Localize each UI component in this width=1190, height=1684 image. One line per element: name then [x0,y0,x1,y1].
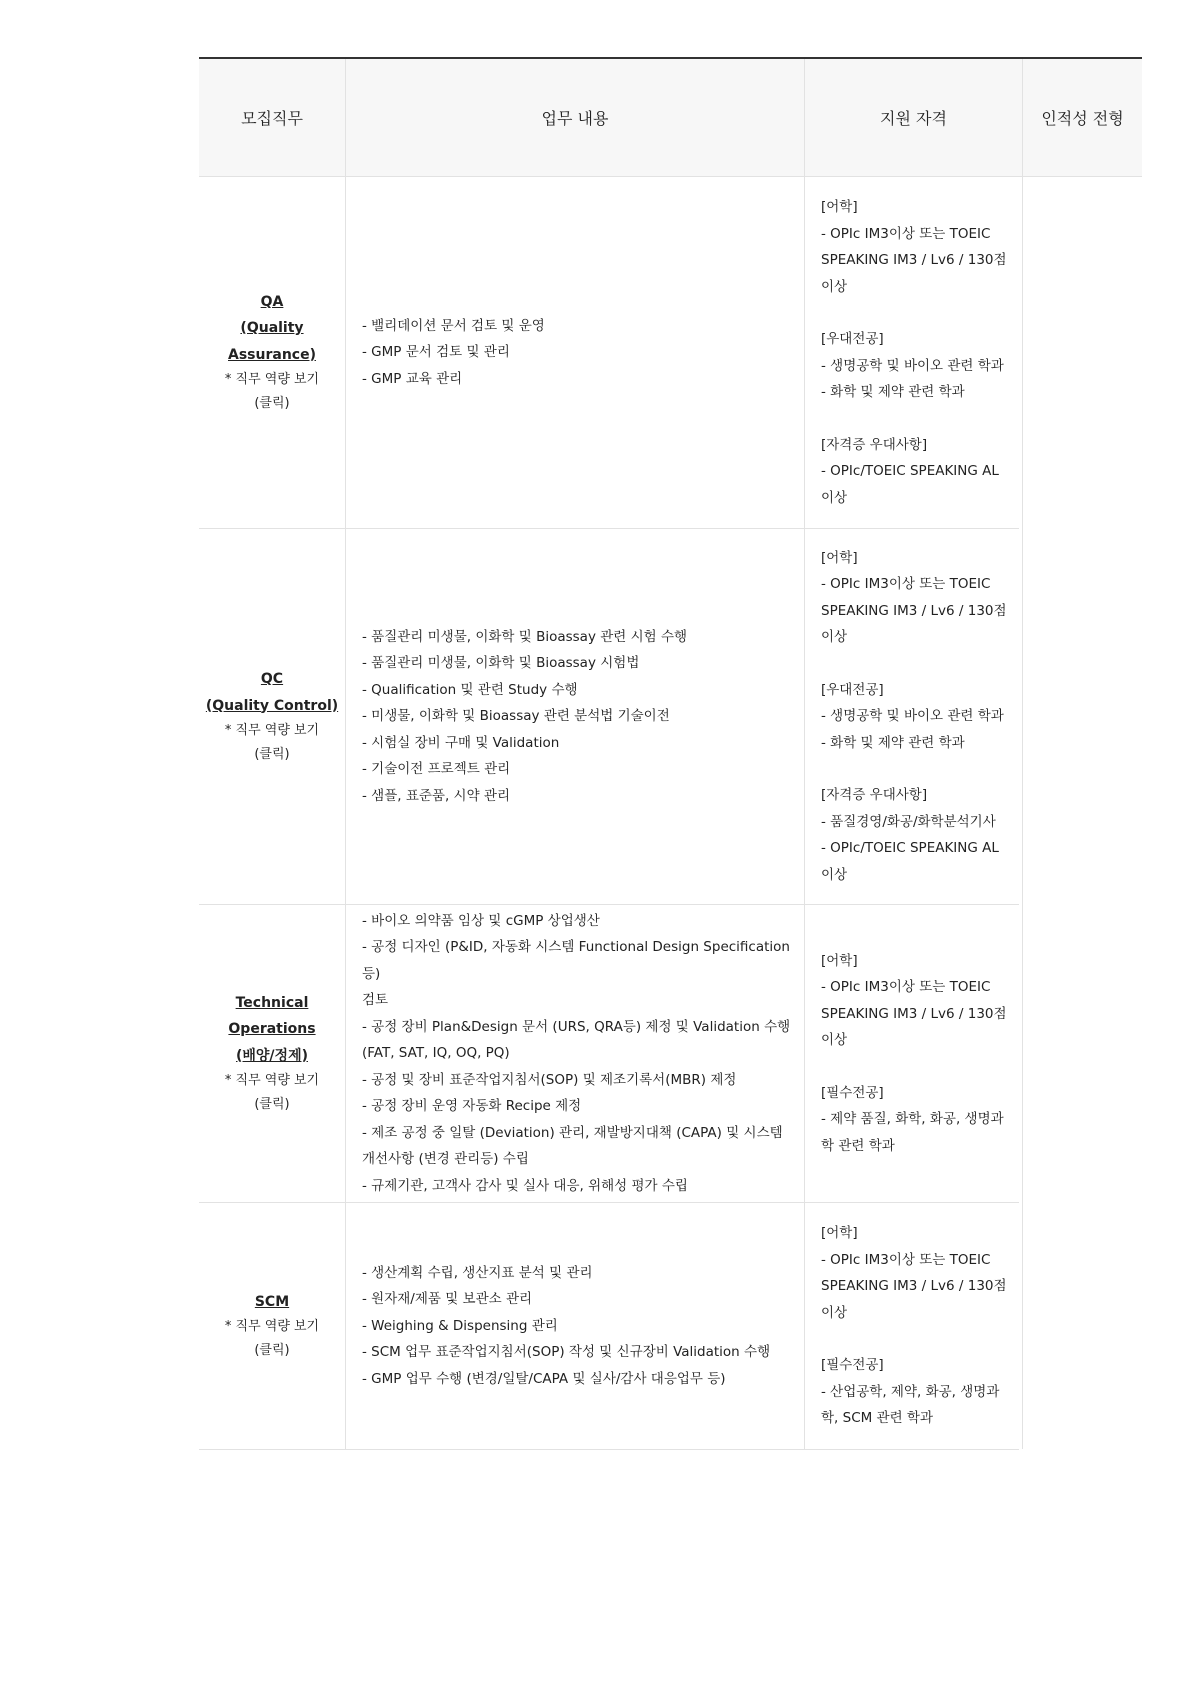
duty-item: - 품질관리 미생물, 이화학 및 Bioassay 관련 시험 수행 [362,628,688,645]
qual-line: 이상 [821,1032,848,1049]
click-hint[interactable]: (클릭) [254,1343,290,1359]
duties-cell [346,177,804,528]
qual-line: [어학] [821,952,858,969]
qual-line: 학, SCM 관련 학과 [821,1410,934,1427]
duty-item: - 원자재/제품 및 보관소 관리 [362,1291,533,1308]
duty-item: - 생산계획 수립, 생산지표 분석 및 관리 [362,1264,593,1281]
duty-item: - 공정 장비 Plan&Design 문서 (URS, QRA등) 제정 및 Validation 수행 [362,1018,791,1035]
duty-item: - 밸리데이션 문서 검토 및 운영 [362,317,545,334]
header-duties: 업무 내용 [541,109,609,128]
duties-cell [346,1203,804,1449]
qual-line: - 화학 및 제약 관련 학과 [821,734,965,751]
duty-item: (FAT, SAT, IQ, OQ, PQ) [362,1045,510,1062]
job-title-line[interactable]: SCM [254,1293,290,1310]
qual-line: [어학] [821,199,858,215]
duty-item: - GMP 교육 관리 [362,370,463,387]
job-cell [199,529,345,904]
job-link[interactable] [225,289,319,417]
click-hint[interactable]: (클릭) [254,396,290,412]
duty-item: - 품질관리 미생물, 이화학 및 Bioassay 시험법 [362,655,640,672]
duty-item: - 공정 디자인 (P&ID, 자동화 시스템 Functional Design Specification 등) [362,939,790,982]
qual-line: [자격증 우대사항] [821,787,928,804]
duty-item: - 공정 및 장비 표준작업지침서(SOP) 및 제조기록서(MBR) 제정 [362,1071,737,1088]
qual-line: - 제약 품질, 화학, 화공, 생명과 [821,1111,1004,1128]
qual-line: [어학] [821,549,858,566]
click-hint[interactable]: (클릭) [254,747,290,762]
table-row [199,529,1019,905]
qual-line: 이상 [821,866,848,883]
table-row [199,905,1019,1203]
qual-line: 이상 [821,278,848,295]
header-qualifications: 지원 자격 [880,109,947,128]
duty-item: - 기술이전 프로젝트 관리 [362,761,511,778]
duty-item: - Weighing & Dispensing 관리 [362,1317,558,1334]
qual-line: [필수전공] [821,1357,884,1374]
click-hint[interactable]: (클릭) [254,1097,290,1113]
duty-item: - SCM 업무 표준작업지침서(SOP) 작성 및 신규장비 Validation 수행 [362,1344,771,1361]
job-link[interactable] [225,1289,319,1364]
competency-link[interactable]: * 직무 역량 보기 [224,1073,320,1089]
duty-item: - 샘플, 표준품, 시약 관리 [362,787,510,804]
duty-item: - Qualification 및 관련 Study 수행 [362,681,578,698]
qual-line: [자격증 우대사항] [821,436,928,453]
duty-item: - GMP 업무 수행 (변경/일탈/CAPA 및 실사/감사 대응업무 등) [362,1370,726,1387]
qual-line: - 생명공학 및 바이오 관련 학과 [821,357,1004,374]
job-title-line[interactable]: (Quality Control) [205,697,339,714]
qual-line: - 생명공학 및 바이오 관련 학과 [821,708,1004,725]
qual-line: SPEAKING IM3 / Lv6 / 130점 [821,1005,1007,1022]
duty-item: 검토 [362,992,389,1009]
duties-cell [346,529,804,904]
qual-line: - 품질경영/화공/화학분석기사 [821,813,996,830]
qual-line: - OPIc/TOEIC SPEAKING AL [821,840,999,857]
table-header [199,59,1142,177]
qual-line: SPEAKING IM3 / Lv6 / 130점 [821,602,1007,619]
job-link[interactable] [206,666,338,767]
header-job: 모집직무 [241,109,303,128]
duty-item: - 미생물, 이화학 및 Bioassay 관련 분석법 기술이전 [362,708,670,725]
duty-item: 개선사항 (변경 관리등) 수립 [362,1151,529,1168]
competency-link[interactable]: * 직무 역량 보기 [224,723,320,738]
qual-line: [필수전공] [821,1084,884,1101]
qual-line: [어학] [821,1225,858,1242]
qual-line: - OPIc IM3이상 또는 TOEIC [821,979,991,996]
qualifications-cell [805,529,1022,904]
qual-line: SPEAKING IM3 / Lv6 / 130점 [821,1278,1007,1295]
job-title-line[interactable]: QC [260,671,284,687]
qual-line: 이상 [821,1304,848,1321]
duty-item: - 시험실 장비 구매 및 Validation [362,734,560,751]
job-title-line[interactable]: Technical [235,994,309,1011]
qual-line: 이상 [821,489,848,506]
job-cell [199,905,345,1202]
job-title-line[interactable]: Assurance) [228,346,316,363]
qualifications-cell [805,905,1022,1202]
qual-line: - OPIc IM3이상 또는 TOEIC [821,1251,991,1268]
job-link[interactable] [225,990,319,1118]
qual-line: - 화학 및 제약 관련 학과 [821,384,965,400]
qual-line: SPEAKING IM3 / Lv6 / 130점 [821,252,1007,268]
qual-line: - OPIc/TOEIC SPEAKING AL [821,463,999,479]
competency-link[interactable]: * 직무 역량 보기 [224,372,320,388]
duty-item: - 규제기관, 고객사 감사 및 실사 대응, 위해성 평가 수립 [362,1177,688,1194]
competency-link[interactable]: * 직무 역량 보기 [224,1319,320,1335]
qual-line: - 산업공학, 제약, 화공, 생명과 [821,1383,1000,1400]
job-cell [199,177,345,528]
qual-line: [우대전공] [821,331,884,347]
duty-item: - GMP 문서 검토 및 관리 [362,344,510,361]
column-divider [1022,59,1023,1449]
qualifications-cell [805,177,1022,528]
job-cell [199,1203,345,1449]
qual-line: 학 관련 학과 [821,1137,895,1154]
qual-line: 이상 [821,629,848,646]
qual-line: - OPIc IM3이상 또는 TOEIC [821,225,991,242]
header-aptitude: 인적성 전형 [1041,109,1124,128]
job-title-line[interactable]: (배양/정제) [235,1047,308,1064]
job-title-line[interactable]: (Quality [240,320,304,337]
qual-line: [우대전공] [821,681,884,698]
job-title-line[interactable]: QA [260,293,284,310]
qualifications-cell [805,1203,1022,1449]
qual-line: - OPIc IM3이상 또는 TOEIC [821,576,991,593]
job-title-line[interactable]: Operations [228,1021,316,1038]
duty-item: - 바이오 의약품 임상 및 cGMP 상업생산 [362,912,600,929]
duty-item: - 공정 장비 운영 자동화 Recipe 제정 [362,1098,582,1115]
duty-item: - 제조 공정 중 일탈 (Deviation) 관리, 재발방지대책 (CAPA) 및 시스템 [362,1124,783,1141]
duties-cell [346,905,804,1202]
table-row [199,177,1019,529]
table-row [199,1203,1019,1450]
